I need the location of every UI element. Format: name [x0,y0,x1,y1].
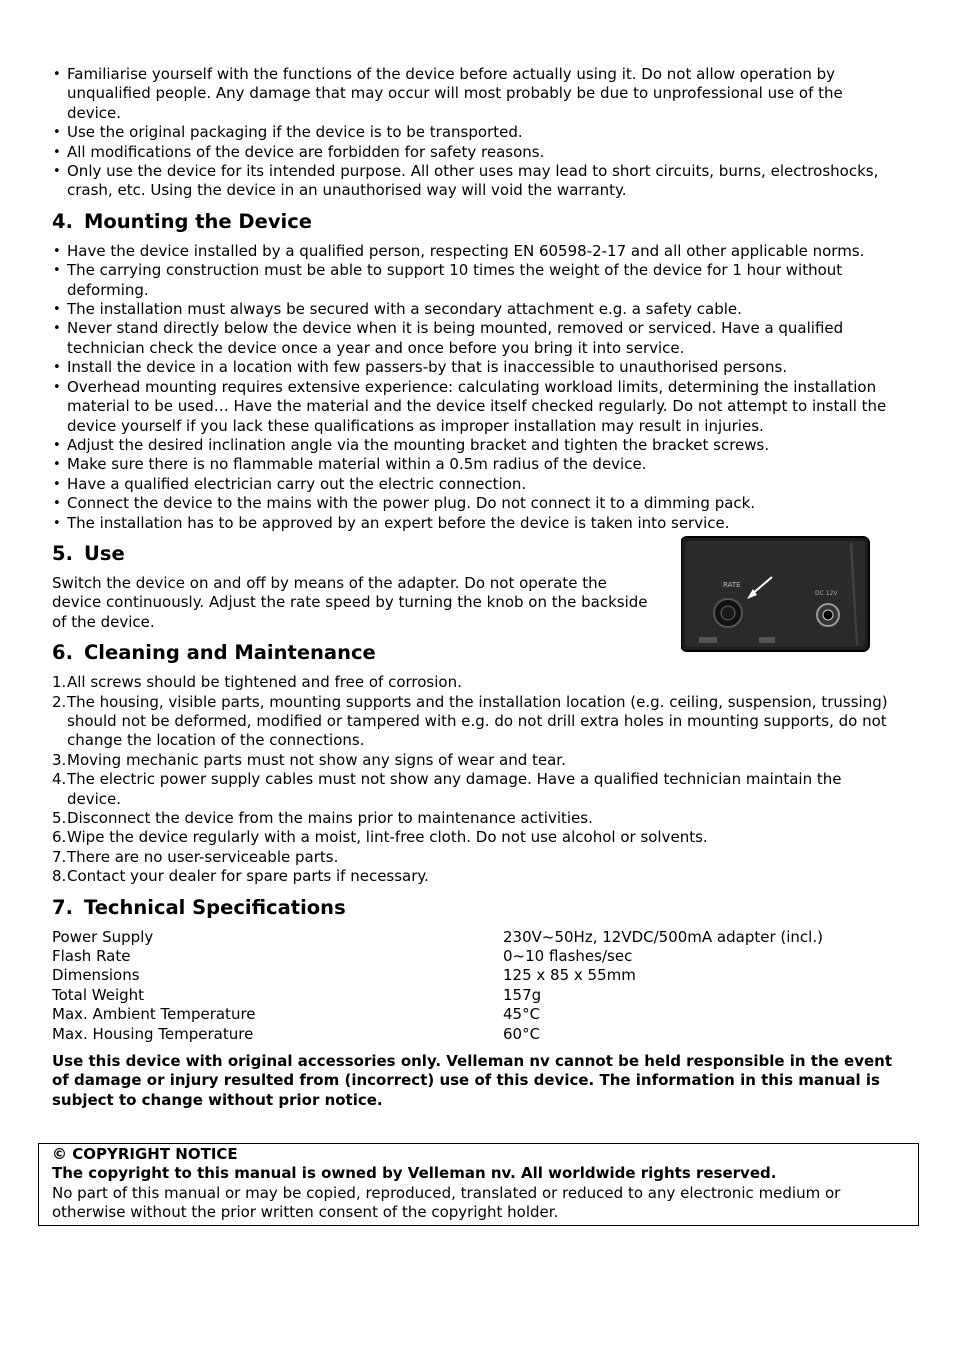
table-row: Total Weight 157g [52,985,542,1004]
copyright-box [38,1143,919,1226]
list-item: 6. Wipe the device regularly with a moist, lint-free cloth. Do not use alcohol or solvents. [52,828,708,847]
list-item: • Adjust the desired inclination angle via the mounting bracket and tighten the bracket screws. [52,436,898,455]
list-item: • Familiarise yourself with the functions of the device before actually using it. Do not allow operation by unqualified people. Any damage that may occur will most probably be due to unprofessional use of the device. [52,65,898,123]
list-item: 7. There are no user-serviceable parts. [52,847,339,866]
rate-label: RATE [723,580,741,589]
section-heading-specifications: 7. Technical Specifications [52,895,346,919]
use-section [52,542,898,632]
section-heading-mounting: 4. Mounting the Device [52,209,313,233]
specifications-table [52,928,823,1044]
manual-page [52,65,898,1110]
list-item: • Never stand directly below the device when it is being mounted, removed or serviced. Have a qualified technician check the device once a year and once before you bring it into service. [52,319,898,358]
intro-list [52,65,898,201]
dc-label: DC 12V [815,589,838,597]
maintenance-list [52,673,898,886]
list-item: • Only use the device for its intended purpose. All other uses may lead to short circuits, burns, electroshocks, crash, etc. Using the device in an unauthorised way will void the warranty. [52,162,898,201]
liability-notice: Use this device with original accessories only. Velleman nv cannot be held responsible in the event of damage or injury resulted from (incorrect) use of this device. The information in this manual is subject to change without prior notice. [52,1052,892,1109]
table-row: Flash Rate 0~10 flashes/sec [52,947,633,966]
copyright-text: No part of this manual or may be copied, reproduced, translated or reduced to any electronic medium or otherwise without the prior written consent of the copyright holder. [52,1183,841,1222]
list-item: • Overhead mounting requires extensive experience: calculating workload limits, determining the installation material to be used… Have the material and the device itself checked regularly. Do not attempt to install the device yourself if you lack these qualifications as improper installation may result in injuries. [52,378,898,436]
table-row: Max. Ambient Temperature 45°C [52,1005,541,1024]
list-item: • Connect the device to the mains with the power plug. Do not connect it to a dimming pack. [52,494,898,513]
list-item: • Have a qualified electrician carry out the electric connection. [52,475,898,494]
copyright-owner: The copyright to this manual is owned by Velleman nv. All worldwide rights reserved. [52,1164,777,1183]
list-item: • Use the original packaging if the device is to be transported. [52,123,898,142]
list-item: • All modifications of the device are forbidden for safety reasons. [52,143,898,162]
list-item: • Have the device installed by a qualified person, respecting EN 60598-2-17 and all other applicable norms. [52,242,898,261]
table-row: Dimensions 125 x 85 x 55mm [52,966,636,985]
table-row: Power Supply 230V~50Hz, 12VDC/500mA adapter (incl.) [52,927,823,946]
device-backside-photo [681,535,871,653]
section-heading-use: 5. Use [52,541,125,565]
list-item: • Install the device in a location with few passers-by that is inaccessible to unauthorised persons. [52,358,898,377]
list-item: • The carrying construction must be able to support 10 times the weight of the device for 1 hour without deforming. [52,261,898,300]
list-item: 5. Disconnect the device from the mains prior to maintenance activities. [52,809,593,827]
list-item: • Make sure there is no flammable material within a 0.5m radius of the device. [52,455,898,474]
table-row: Max. Housing Temperature 60°C [52,1024,541,1043]
copyright-heading: © COPYRIGHT NOTICE [52,1145,238,1163]
section-heading-maintenance: 6. Cleaning and Maintenance [52,641,376,665]
list-item: 3. Moving mechanic parts must not show any signs of wear and tear. [52,750,566,769]
list-item: 1. All screws should be tightened and free of corrosion. [52,673,462,692]
list-item: • The installation must always be secured with a secondary attachment e.g. a safety cable. [52,300,898,319]
mounting-list [52,242,898,533]
list-item: • The installation has to be approved by an expert before the device is taken into service. [52,514,898,533]
use-paragraph: Switch the device on and off by means of the adapter. Do not operate the device continuously. Adjust the rate speed by turning the knob on the backside of the device. [52,573,648,631]
list-item: 4. The electric power supply cables must not show any damage. Have a qualified technician maintain the device. [52,770,842,808]
list-item: 2. The housing, visible parts, mounting supports and the installation location (e.g. ceiling, suspension, trussing) should not be deformed, modified or tampered with e.g. do not drill extra holes in mounting supports, do not change the location of the connections. [52,692,888,750]
list-item: 8. Contact your dealer for spare parts if necessary. [52,867,429,886]
